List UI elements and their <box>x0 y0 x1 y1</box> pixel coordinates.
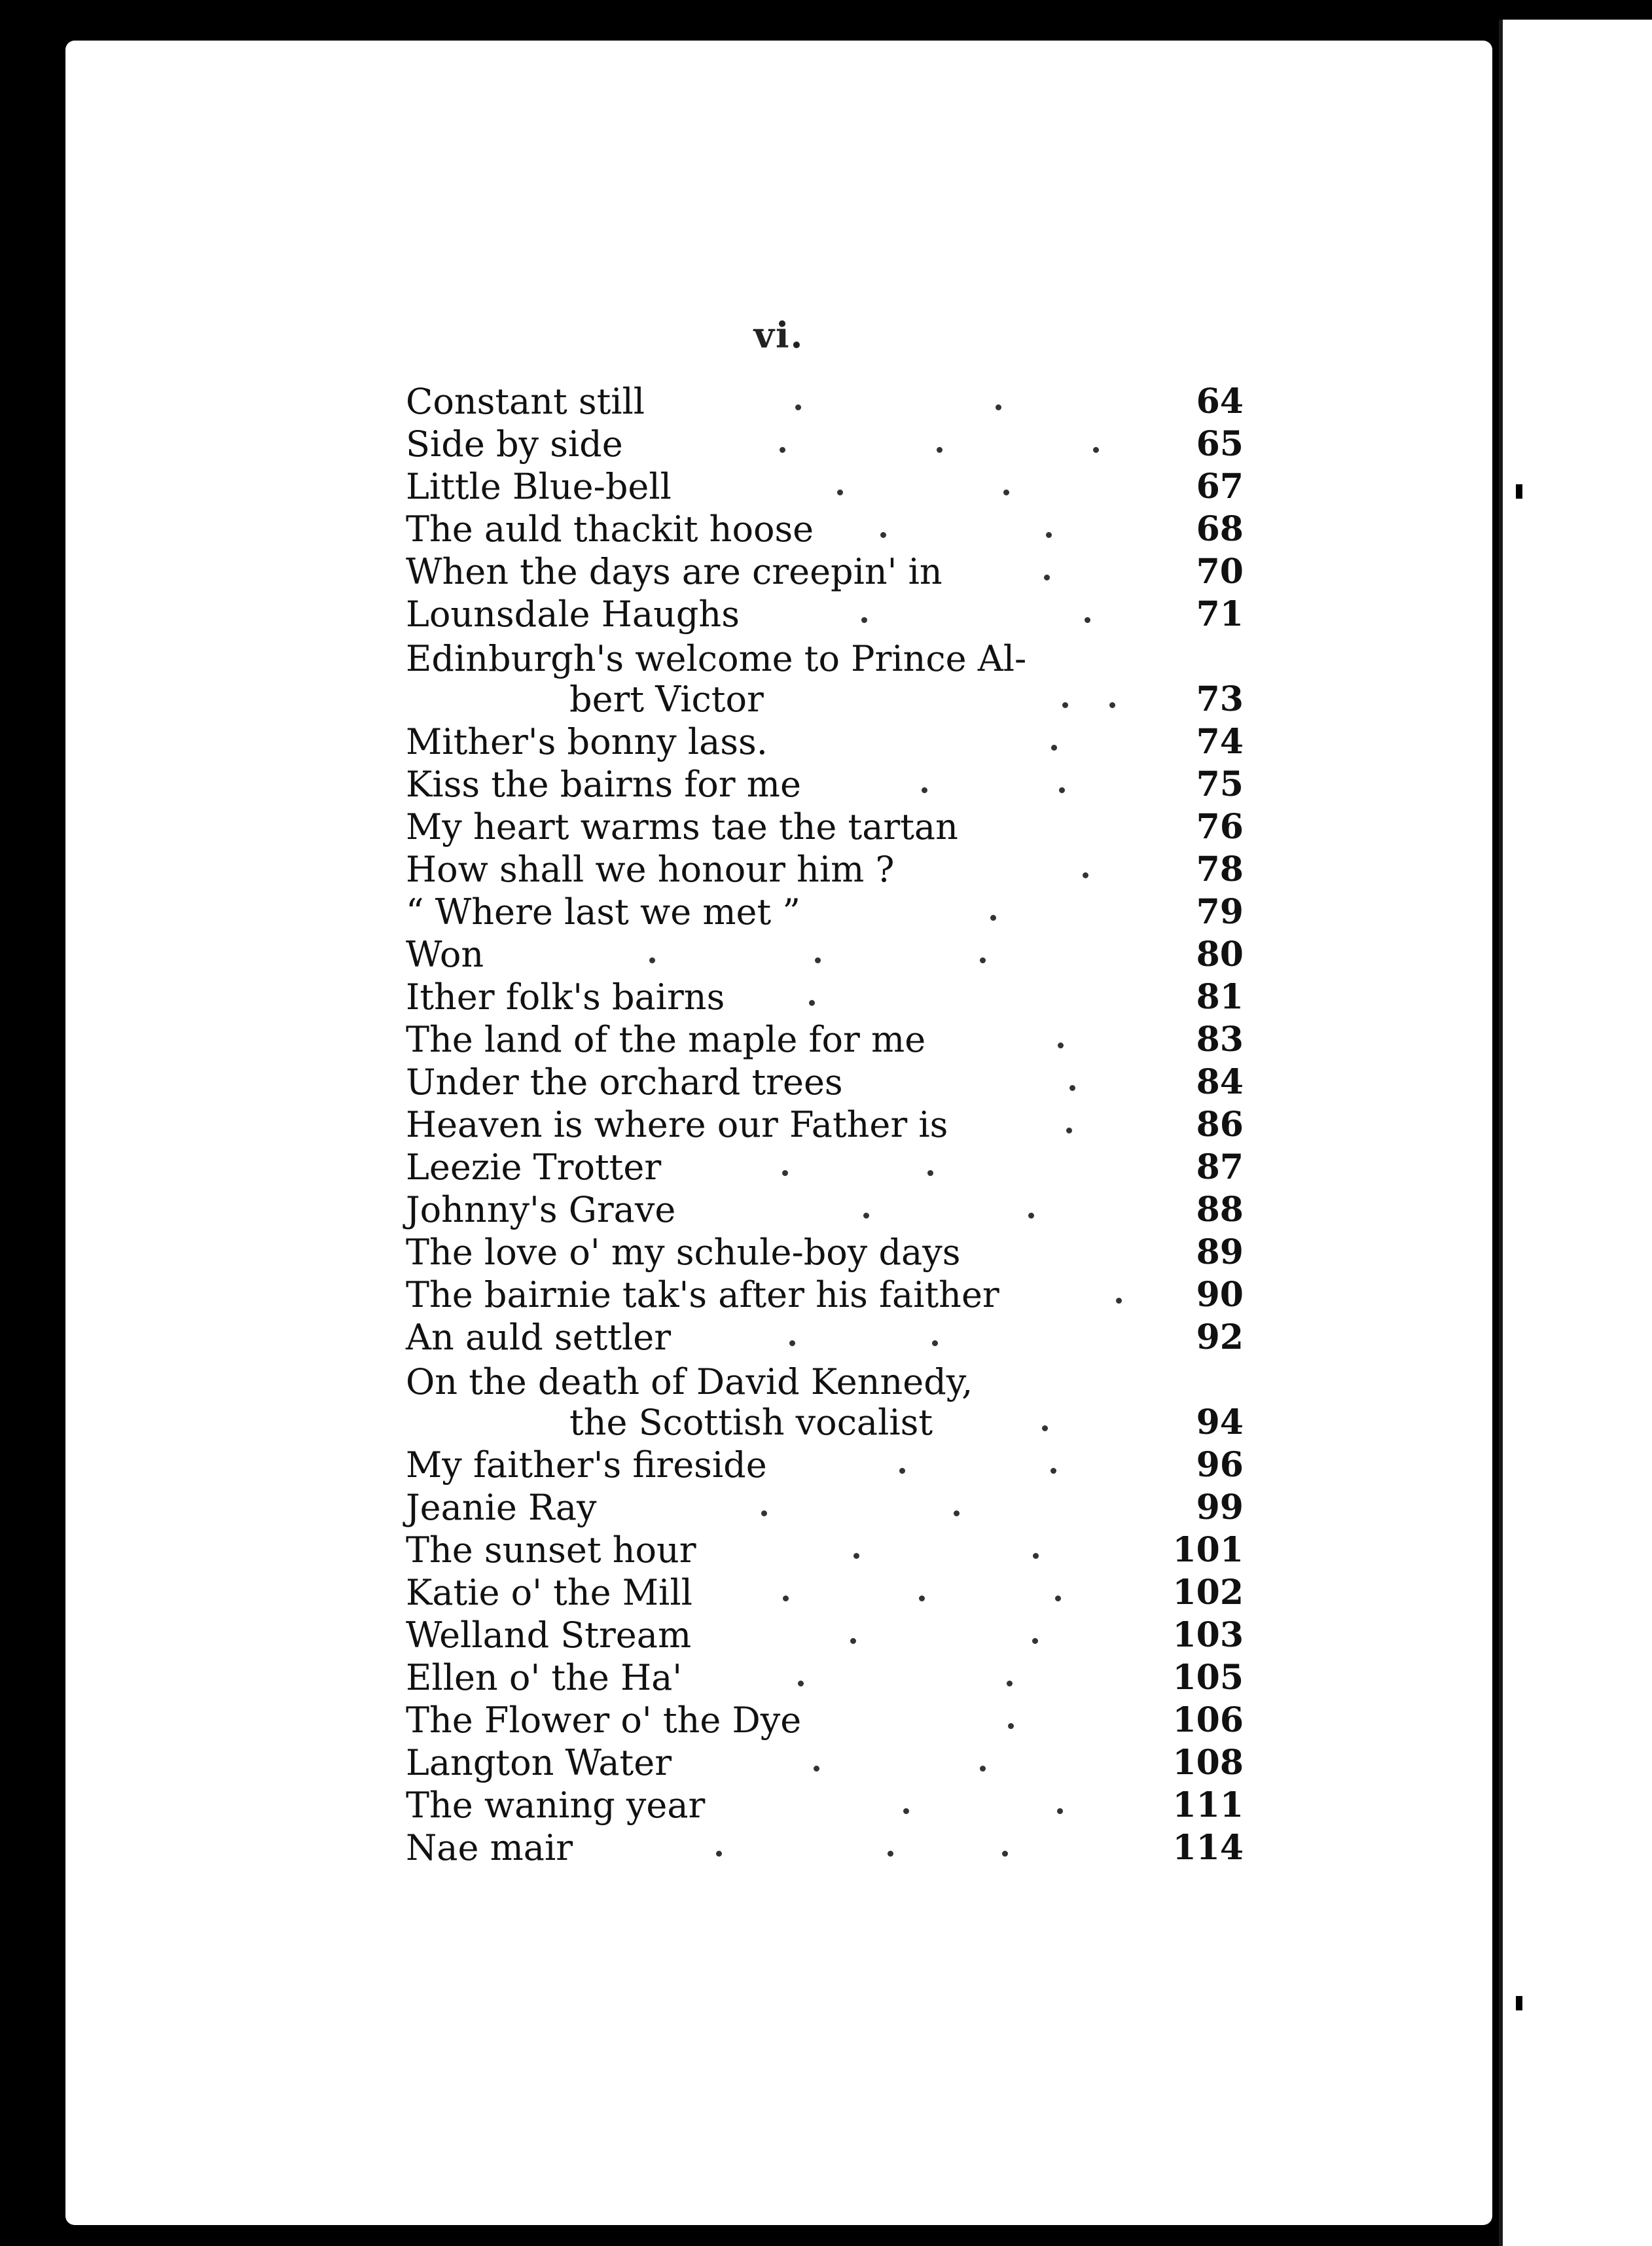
toc-title: Welland Stream <box>406 1614 692 1656</box>
toc-title: Side by side <box>406 423 623 465</box>
leader-dot <box>1059 787 1065 793</box>
leader-dot <box>922 787 927 793</box>
toc-entry <box>406 1273 1244 1315</box>
toc-entry <box>406 592 1244 635</box>
toc-page-number: 111 <box>1172 1785 1244 1825</box>
toc-entry <box>406 1698 1244 1741</box>
leader-dot <box>937 447 943 453</box>
leader-dot <box>903 1808 909 1814</box>
leader-dot <box>815 957 821 963</box>
dot-leader <box>696 1530 1145 1571</box>
leader-dot <box>716 1851 722 1857</box>
leader-dot <box>1028 1213 1034 1219</box>
toc-entry <box>406 550 1244 592</box>
leader-dot <box>1062 702 1068 708</box>
dot-leader <box>960 1232 1145 1273</box>
leader-dot <box>853 1553 859 1559</box>
dot-leader <box>725 977 1145 1018</box>
toc-page-number: 88 <box>1196 1190 1244 1230</box>
toc-entry <box>406 1656 1244 1698</box>
toc-entry <box>406 380 1244 422</box>
toc-page-number: 103 <box>1172 1615 1244 1655</box>
toc-title: The sunset hour <box>406 1529 696 1571</box>
toc-entry <box>406 422 1244 465</box>
toc-title: Heaven is where our Father is <box>406 1104 948 1145</box>
dot-leader <box>675 1190 1145 1230</box>
toc-page-number: 96 <box>1196 1445 1244 1485</box>
toc-title: Kiss the bairns for me <box>406 764 801 805</box>
toc-title: Langton Water <box>406 1742 672 1783</box>
toc-title: Jeanie Ray <box>406 1487 597 1528</box>
dot-leader <box>948 1105 1145 1145</box>
toc-entry <box>406 1613 1244 1656</box>
toc-entry <box>406 1741 1244 1783</box>
leader-dot <box>1042 1425 1048 1431</box>
toc-entry <box>406 635 1244 720</box>
toc-entry <box>406 1103 1244 1145</box>
dot-leader <box>999 1275 1145 1315</box>
toc-title: The bairnie tak's after his faither <box>406 1274 999 1315</box>
leader-dot <box>1046 532 1052 538</box>
toc-entry <box>406 507 1244 550</box>
leader-dot <box>1057 1808 1063 1814</box>
leader-dot <box>919 1595 925 1601</box>
leader-dot <box>814 1766 819 1772</box>
dot-leader <box>682 1658 1145 1698</box>
toc-page-number: 64 <box>1196 382 1244 421</box>
toc-page-number: 73 <box>1196 679 1244 719</box>
dot-leader <box>958 807 1145 847</box>
toc-title: The land of the maple for me <box>406 1019 926 1060</box>
leader-dot <box>990 915 996 921</box>
toc-entry <box>406 975 1244 1018</box>
leader-dot <box>798 1681 804 1686</box>
leader-dot <box>850 1638 856 1644</box>
leader-dot <box>1109 702 1115 708</box>
toc-page-number: 86 <box>1196 1105 1244 1145</box>
toc-entry <box>406 1571 1244 1613</box>
leader-dot <box>1083 872 1088 878</box>
edge-mark <box>1516 484 1522 499</box>
toc-title-continued: the Scottish vocalist <box>569 1402 933 1443</box>
toc-entry <box>406 1443 1244 1486</box>
leader-dot <box>1093 447 1099 453</box>
dot-leader <box>672 1743 1145 1783</box>
leader-dot <box>809 1000 815 1006</box>
toc-entry <box>406 465 1244 507</box>
toc-page-number: 106 <box>1172 1700 1244 1740</box>
toc-page-number: 92 <box>1196 1317 1244 1357</box>
toc-entry <box>406 1358 1244 1443</box>
toc-title: Ither folk's bairns <box>406 976 725 1018</box>
dot-leader <box>894 849 1145 890</box>
dot-leader <box>691 1615 1145 1656</box>
toc-page-number: 65 <box>1196 424 1244 464</box>
leader-dot <box>1066 1128 1072 1133</box>
toc-entry <box>406 1826 1244 1868</box>
toc-title: Constant still <box>406 381 645 422</box>
leader-dot <box>1116 1298 1122 1304</box>
dot-leader <box>597 1488 1145 1528</box>
toc-entry <box>406 1145 1244 1188</box>
toc-title: When the days are creepin' in <box>406 551 943 592</box>
leader-dot <box>761 1510 767 1516</box>
dot-leader <box>484 935 1145 975</box>
leader-dot <box>1058 1043 1064 1048</box>
dot-leader <box>705 1785 1145 1826</box>
toc-entry <box>406 1230 1244 1273</box>
toc-page-number: 87 <box>1196 1147 1244 1187</box>
dot-leader <box>800 892 1145 933</box>
toc-page-number: 89 <box>1196 1232 1244 1272</box>
leader-dot <box>789 1340 795 1346</box>
leader-dot <box>1007 1681 1013 1686</box>
dot-leader <box>671 1317 1145 1358</box>
leader-dot <box>863 1213 869 1219</box>
dot-leader <box>661 1147 1145 1188</box>
table-of-contents <box>406 380 1244 1868</box>
toc-page-number: 70 <box>1196 552 1244 592</box>
toc-page-number: 71 <box>1196 594 1244 634</box>
toc-page-number: 101 <box>1172 1530 1244 1570</box>
toc-page-number: 114 <box>1172 1828 1244 1868</box>
edge-mark <box>1516 1996 1522 2010</box>
toc-title: The love o' my schule-boy days <box>406 1232 961 1273</box>
dot-leader <box>623 424 1145 465</box>
toc-title: The auld thackit hoose <box>406 508 814 550</box>
page-number: vi. <box>753 314 804 356</box>
toc-page-number: 84 <box>1196 1062 1244 1102</box>
toc-title: Johnny's Grave <box>406 1189 676 1230</box>
toc-entry <box>406 720 1244 762</box>
leader-dot <box>1055 1595 1061 1601</box>
toc-page-number: 76 <box>1196 807 1244 847</box>
dot-leader <box>814 509 1145 550</box>
toc-entry <box>406 1060 1244 1103</box>
dot-leader <box>768 722 1145 762</box>
toc-title: Leezie Trotter <box>406 1147 662 1188</box>
leader-dot <box>1069 1085 1075 1091</box>
toc-entry <box>406 1315 1244 1358</box>
toc-page-number: 79 <box>1196 892 1244 932</box>
toc-title: Lounsdale Haughs <box>406 594 740 635</box>
toc-title: My faither's fireside <box>406 1444 767 1486</box>
toc-page-number: 75 <box>1196 764 1244 804</box>
toc-title: “ Where last we met ” <box>406 891 800 933</box>
leader-dot <box>880 532 886 538</box>
toc-entry <box>406 847 1244 890</box>
leader-dot <box>954 1510 960 1516</box>
toc-entry <box>406 805 1244 847</box>
dot-leader <box>672 467 1145 507</box>
leader-dot <box>996 404 1001 410</box>
dot-leader <box>925 1020 1145 1060</box>
leader-dot <box>780 447 785 453</box>
leader-dot <box>649 957 655 963</box>
toc-page-number: 81 <box>1196 977 1244 1017</box>
toc-page-number: 99 <box>1196 1488 1244 1527</box>
toc-page-number: 105 <box>1172 1658 1244 1698</box>
toc-page-number: 80 <box>1196 935 1244 974</box>
leader-dot <box>783 1595 789 1601</box>
toc-entry <box>406 1018 1244 1060</box>
toc-title: My heart warms tae the tartan <box>406 806 958 847</box>
toc-title: Katie o' the Mill <box>406 1572 692 1613</box>
dot-leader <box>645 382 1145 422</box>
dot-leader <box>740 594 1145 635</box>
toc-title: The waning year <box>406 1785 706 1826</box>
toc-title-continued: bert Victor <box>569 679 764 720</box>
leader-dot <box>782 1170 788 1176</box>
leader-dot <box>980 1766 986 1772</box>
toc-title: Mither's bonny lass. <box>406 721 768 762</box>
toc-title: Little Blue-bell <box>406 466 672 507</box>
dot-leader <box>692 1573 1145 1613</box>
leader-dot <box>1032 1638 1038 1644</box>
toc-page-number: 68 <box>1196 509 1244 549</box>
leader-dot <box>932 1340 938 1346</box>
toc-entry <box>406 1188 1244 1230</box>
toc-entry <box>406 890 1244 933</box>
toc-title: Ellen o' the Ha' <box>406 1657 683 1698</box>
toc-page-number: 102 <box>1172 1573 1244 1613</box>
leader-dot <box>1002 1851 1008 1857</box>
dot-leader <box>843 1062 1145 1103</box>
toc-title: Edinburgh's welcome to Prince Al- <box>406 638 1027 679</box>
toc-title: Nae mair <box>406 1827 573 1868</box>
toc-page-number: 78 <box>1196 849 1244 889</box>
leader-dot <box>861 617 867 623</box>
toc-title: An auld settler <box>406 1317 672 1358</box>
dot-leader <box>573 1828 1145 1868</box>
leader-dot <box>1003 490 1009 495</box>
toc-entry <box>406 1486 1244 1528</box>
toc-page-number: 83 <box>1196 1020 1244 1060</box>
dot-leader <box>801 1700 1145 1741</box>
toc-title: How shall we honour him ? <box>406 849 895 890</box>
toc-entry <box>406 1783 1244 1826</box>
leader-dot <box>1008 1723 1014 1729</box>
dot-leader <box>767 1445 1145 1486</box>
leader-dot <box>1085 617 1090 623</box>
leader-dot <box>888 1851 893 1857</box>
leader-dot <box>837 490 843 495</box>
toc-title: Won <box>406 934 484 975</box>
toc-title: Under the orchard trees <box>406 1061 843 1103</box>
toc-page-number: 108 <box>1172 1743 1244 1783</box>
leader-dot <box>795 404 801 410</box>
leader-dot <box>1044 575 1050 580</box>
leader-dot <box>899 1468 905 1474</box>
dot-leader <box>973 1402 1145 1443</box>
toc-page-number: 90 <box>1196 1275 1244 1315</box>
leader-dot <box>1051 745 1057 751</box>
toc-title: The Flower o' the Dye <box>406 1700 802 1741</box>
toc-page-number: 74 <box>1196 722 1244 762</box>
toc-page-number: 67 <box>1196 467 1244 507</box>
toc-entry <box>406 762 1244 805</box>
toc-entry <box>406 1528 1244 1571</box>
leader-dot <box>927 1170 933 1176</box>
toc-entry <box>406 933 1244 975</box>
leader-dot <box>980 957 986 963</box>
toc-page-number: 94 <box>1196 1402 1244 1442</box>
dot-leader <box>943 552 1145 592</box>
toc-title: On the death of David Kennedy, <box>406 1361 973 1402</box>
leader-dot <box>1050 1468 1056 1474</box>
dot-leader <box>1026 679 1145 720</box>
dot-leader <box>801 764 1145 805</box>
leader-dot <box>1033 1553 1039 1559</box>
